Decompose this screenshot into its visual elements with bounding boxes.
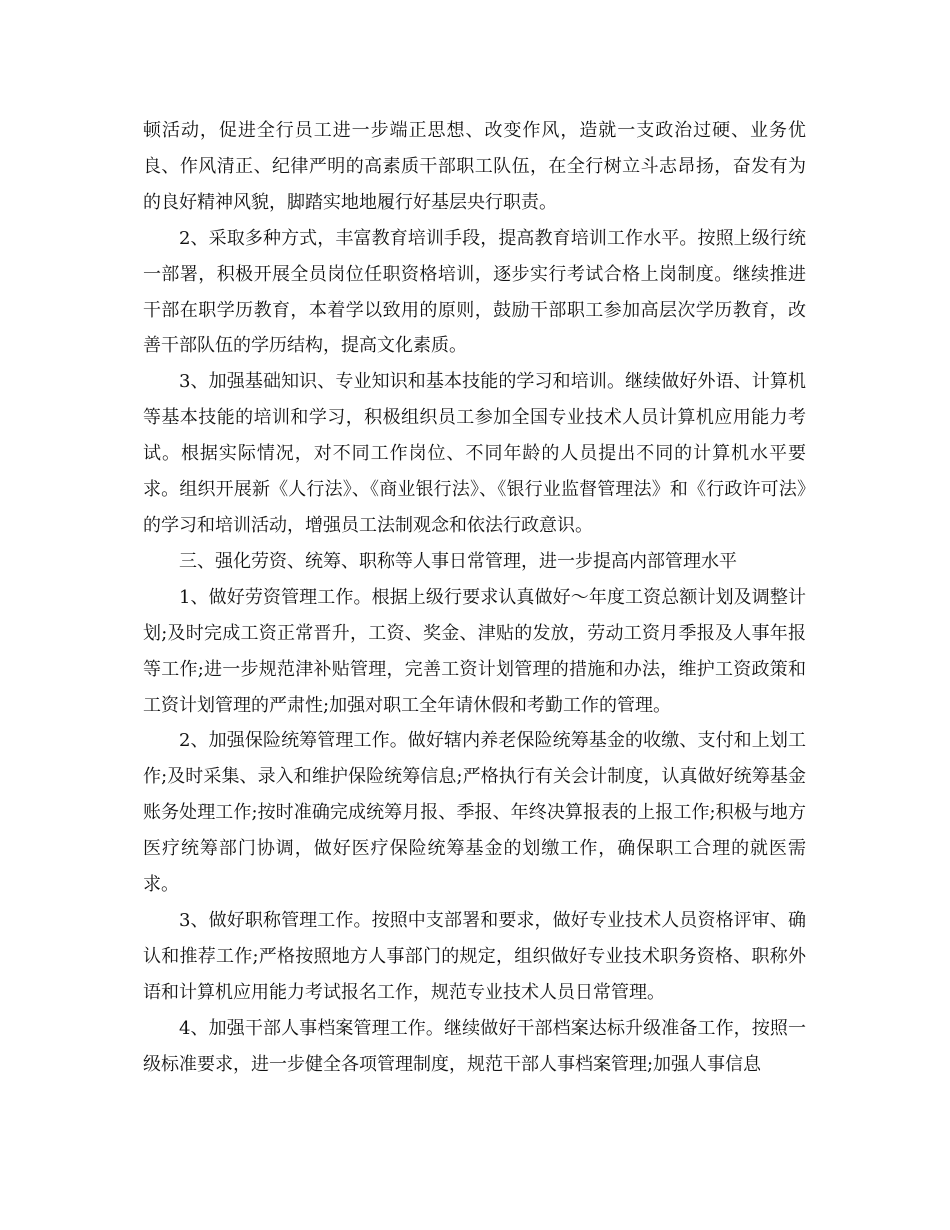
paragraph-2: 2、采取多种方式，丰富教育培训手段，提高教育培训工作水平。按照上级行统一部署，积极开展全员岗位任职资格培训，逐步实行考试合格上岗制度。继续推进干部在职学历教育，本着学以致用的原则，鼓励干部职工参加高层次学历教育，改善干部队伍的学历结构，提高文化素质。 <box>143 227 806 357</box>
paragraph-continuation: 顿活动，促进全行员工进一步端正思想、改变作风，造就一支政治过硬、业务优良、作风清正、纪律严明的高素质干部职工队伍，在全行树立斗志昂扬，奋发有为的良好精神风貌，脚踏实地地履行好基层央行职责。 <box>143 120 806 213</box>
paragraph-section3-3: 3、做好职称管理工作。按照中支部署和要求，做好专业技术人员资格评审、确认和推荐工作;严格按照地方人事部门的规定，组织做好专业技术职务资格、职称外语和计算机应用能力考试报名工作，规范专业技术人员日常管理。 <box>143 909 806 1003</box>
document-body <box>143 113 806 1082</box>
paragraph-section3-2: 2、加强保险统筹管理工作。做好辖内养老保险统筹基金的收缴、支付和上划工作;及时采集、录入和维护保险统筹信息;严格执行有关会计制度，认真做好统筹基金账务处理工作;按时准确完成统筹月报、季报、年终决算报表的上报工作;积极与地方医疗统筹部门协调，做好医疗保险统筹基金的划缴工作，确保职工合理的就医需求。 <box>143 730 806 896</box>
section-heading-3: 三、强化劳资、统筹、职称等人事日常管理，进一步提高内部管理水平 <box>179 550 737 572</box>
paragraph-3: 3、加强基础知识、专业知识和基本技能的学习和培训。继续做好外语、计算机等基本技能的培训和学习，积极组织员工参加全国专业技术人员计算机应用能力考试。根据实际情况，对不同工作岗位、不同年龄的人员提出不同的计算机水平要求。组织开展新《人行法》、《商业银行法》、《银行业监督管理法》和《行政许可法》的学习和培训活动，增强员工法制观念和依法行政意识。 <box>143 371 806 536</box>
paragraph-section3-4: 4、加强干部人事档案管理工作。继续做好干部档案达标升级准备工作，按照一级标准要求，进一步健全各项管理制度，规范干部人事档案管理;加强人事信息 <box>143 1017 806 1075</box>
paragraph-section3-1: 1、做好劳资管理工作。根据上级行要求认真做好～年度工资总额计划及调整计划;及时完成工资正常晋升，工资、奖金、津贴的发放，劳动工资月季报及人事年报等工作;进一步规范津补贴管理，完善工资计划管理的措施和办法，维护工资政策和工资计划管理的严肃性;加强对职工全年请休假和考勤工作的管理。 <box>143 586 806 716</box>
